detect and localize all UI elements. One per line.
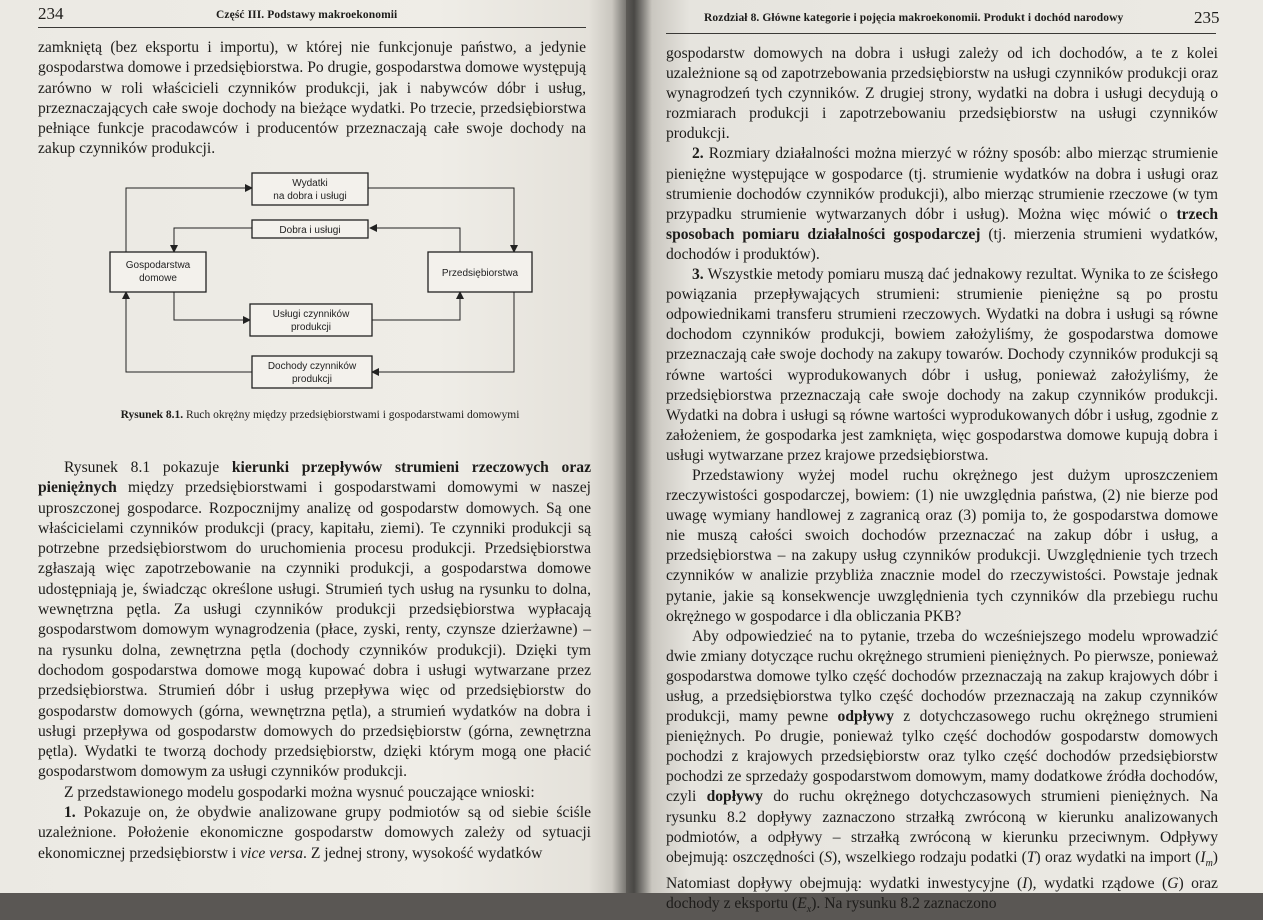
paragraph: zamkniętą (bez eksportu i importu), w której nie funkcjonuje państwo, a jedynie gospodarstwa domowe i przedsiębiorstwa. Po drugie, gospodarstwa domowe występują zarówno w roli właścicieli czynników produkcji, jak i nabywców dóbr i usług, przeznaczających całe swoje dochody na bieżące wydatki. Po trzecie, przedsiębiorstwa pełniące funkcje pracodawców i producentów przeznaczają całe swoje dochody na zakup czynników produkcji. — [38, 39, 586, 158]
caption-label: Rysunek 8.1. — [120, 409, 184, 421]
right-running-head: Rozdział 8. Główne kategorie i pojęcia makroekonomii. Produkt i dochód narodowy — [704, 12, 1124, 24]
label-factor-income-2: produkcji — [291, 374, 333, 385]
figure-caption — [95, 408, 545, 422]
label-factor-services-1: Usługi czynników — [272, 309, 350, 320]
flow-goods-line-left — [174, 228, 252, 252]
diagram-svg — [90, 160, 550, 410]
circular-flow-diagram — [90, 160, 550, 410]
right-page-number: 235 — [1194, 8, 1220, 27]
flow-factor-services-line-right — [372, 292, 460, 320]
flow-factor-income-line-left — [126, 292, 252, 372]
right-page — [626, 0, 1263, 916]
paragraph: Aby odpowiedzieć na to pytanie, trzeba do wcześniejszego modelu wprowadzić dwie zmiany dotyczące ruchu okrężnego strumieni pieniężnych. Po pierwsze, ponieważ gospodarstwa domowe tylko część dochodów przeznaczają na zakup krajowych dóbr i usług, a przedsiębiorstwa tylko część dochodów przeznaczają na zakup czynników produkcji, mamy pewne odpływy z dotychczasowego ruchu okrężnego strumieni pieniężnych. Po drugie, ponieważ tylko część dochodów gospodarstw domowych pochodzi z krajowych przedsiębiorstw oraz tylko część dochodów przedsiębiorstw pochodzi ze sprzedaży gospodarstwom domowym, mamy dodatkowe źródła dochodów, czyli dopływy do ruchu okrężnego dotychczasowych strumieni pieniężnych. Na rysunku 8.2 dopływy zaznaczono strzałką zwróconą w kierunku analizowanych podmiotów, a odpływy – strzałką zwróconą w kierunku przeciwnym. Odpływy obejmują: oszczędności (S), wszelkiego rodzaju podatki (T) oraz wydatki na import $(I_m)$ Natomiast dopływy obejmują: wydatki inwestycyjne (I), wydatki rządowe (G) oraz dochody z eksportu $(E_x)$. Na rysunku 8.2 zaznaczono — [666, 627, 1218, 916]
right-head-rule — [666, 33, 1216, 34]
paragraph: gospodarstw domowych na dobra i usługi zależy od ich dochodów, a te z kolei uzależnione są od zapotrzebowania przedsiębiorstw na usługi czynników produkcji oraz wynagrodzeń tych czynników. Z drugiej strony, wydatki na dobra i usługi decydują o rozmiarach produkcji i zapotrzebowaniu przedsiębiorstw na usługi czynników produkcji. — [666, 45, 1218, 143]
label-factor-services-2: produkcji — [290, 322, 332, 333]
left-page — [0, 0, 626, 893]
paragraph: 1. Pokazuje on, że obydwie analizowane grupy podmiotów są od siebie ściśle uzależnione. Położenie ekonomiczne gospodarstw domowych zależy od sytuacji ekonomicznej przedsiębiorstw i vice versa. Z jednej strony, wysokość wydatków — [38, 804, 591, 862]
left-page-number: 234 — [38, 4, 64, 23]
right-main-text — [666, 44, 1218, 920]
left-running-head: Część III. Podstawy makroekonomii — [216, 9, 398, 21]
flow-expenditure-line-left — [126, 188, 252, 252]
left-main-text — [38, 458, 591, 864]
label-firms: Przedsiębiorstwa — [441, 268, 519, 279]
paragraph: Z przedstawionego modelu gospodarki można wysnuć pouczające wnioski: — [64, 783, 535, 801]
caption-text: Ruch okrężny między przedsiębiorstwami i gospodarstwami domowymi — [183, 409, 520, 421]
label-households-1: Gospodarstwa — [125, 260, 191, 271]
paragraph: Przedstawiony wyżej model ruchu okrężnego jest dużym uproszczeniem rzeczywistości gospodarczej, bowiem: (1) nie uwzględnia państwa, (2) nie bierze pod uwagę wymiany handlowej z zagranicą oraz (3) pomija to, że gospodarstwa domowe nie muszą całości swoich dochodów przeznaczać na zakup dóbr i usług, a przedsiębiorstwa – na zakupy usług czynników produkcji. Uwzględnienie tych trzech czynników w analizie przybliża znacznie model do rzeczywistości. Powstaje jednak pytanie, jakie są konsekwencje uwzględnienia tych czynników dla przebiegu ruchu okrężnego w gospodarce i dla obliczania PKB? — [666, 466, 1218, 625]
label-factor-income-1: Dochody czynników — [267, 361, 357, 372]
flow-factor-services-line-left — [174, 292, 250, 320]
label-expenditure-2: na dobra i usługi — [273, 191, 347, 202]
label-goods: Dobra i usługi — [279, 225, 341, 236]
paragraph: 3. Wszystkie metody pomiaru muszą dać jednakowy rezultat. Wynika to ze ścisłego powiązania przepływających strumieni: strumienie pieniężne są po prostu odpowiednikami transferu strumieni rzeczowych. Wydatki na dobra i usługi są równe dochodom czynników produkcji, bowiem założyliśmy, że gospodarstwa domowe przeznaczają całe swoje dochody na zakupy towarów. Dochody czynników produkcji są równe wartości wyprodukowanych dóbr i usług, ponieważ założyliśmy, że przedsiębiorstwa przeznaczają całe swoje dochody na zakup czynników produkcji. Wydatki na dobra i usługi są równe wartości wyprodukowanych dóbr i usług, zgodnie z założeniem, że gospodarka jest zamknięta, więc gospodarstwa domowe kupują dobra i usługi wytwarzane przez krajowe przedsiębiorstwa. — [666, 266, 1218, 464]
left-head-rule — [38, 27, 586, 28]
flow-factor-income-line-right — [372, 292, 514, 372]
box-households — [110, 252, 206, 292]
left-intro-paragraph — [38, 38, 586, 160]
flow-goods-line-right — [370, 228, 460, 252]
label-households-2: domowe — [139, 273, 177, 284]
paragraph: Rysunek 8.1 pokazuje kierunki przepływów strumieni rzeczowych oraz pieniężnych między przedsiębiorstwami i gospodarstwami domowymi w naszej uproszczonej gospodarce. Rozpocznijmy analizę od gospodarstw domowych. Są one właścicielami czynników produkcji (pracy, kapitału, ziemi). Te czynniki produkcji są potrzebne przedsiębiorstwom do uruchomienia procesu produkcji. Przedsiębiorstwa zgłaszają więc zapotrzebowanie na czynniki produkcji, a gospodarstwa domowe udostępniają je, świadcząc określone usługi. Strumień tych usług na rysunku to dolna, wewnętrzna pętla. Za usługi czynników produkcji przedsiębiorstwa wypłacają gospodarstwom domowym wynagrodzenia (płace, zyski, renty, czynsze dzierżawne) – na rysunku dolna, zewnętrzna pętla (dochody czynników produkcji). Dzięki tym dochodom gospodarstwa domowe mogą kupować dobra i usługi wytwarzane przez przedsiębiorstwa. Strumień dóbr i usług przepływa więc od przedsiębiorstw do gospodarstw domowych (górna, wewnętrzna pętla), a strumień wydatków na dobra i usługi przepływa od gospodarstw domowych do przedsiębiorstw (górna, zewnętrzna pętla). Wydatki te tworzą dochody przedsiębiorstw, dzięki którym mogą one płacić gospodarstwom domowym za usługi czynników produkcji. — [38, 459, 591, 781]
label-expenditure-1: Wydatki — [292, 178, 328, 189]
flow-expenditure-line-right — [368, 188, 514, 252]
paragraph: 2. Rozmiary działalności można mierzyć w różny sposób: albo mierząc strumienie pieniężne występujące w gospodarce (tj. strumienie wydatków na dobra i usługi oraz strumienie dochodów czynników produkcji), albo mierząc strumienie rzeczowe (w tym przypadku strumienie wytwarzanych dóbr i usług). Można więc mówić o trzech sposobach pomiaru działalności gospodarczej (tj. mierzenia strumieni wydatków, dochodów i produktów). — [666, 145, 1218, 263]
